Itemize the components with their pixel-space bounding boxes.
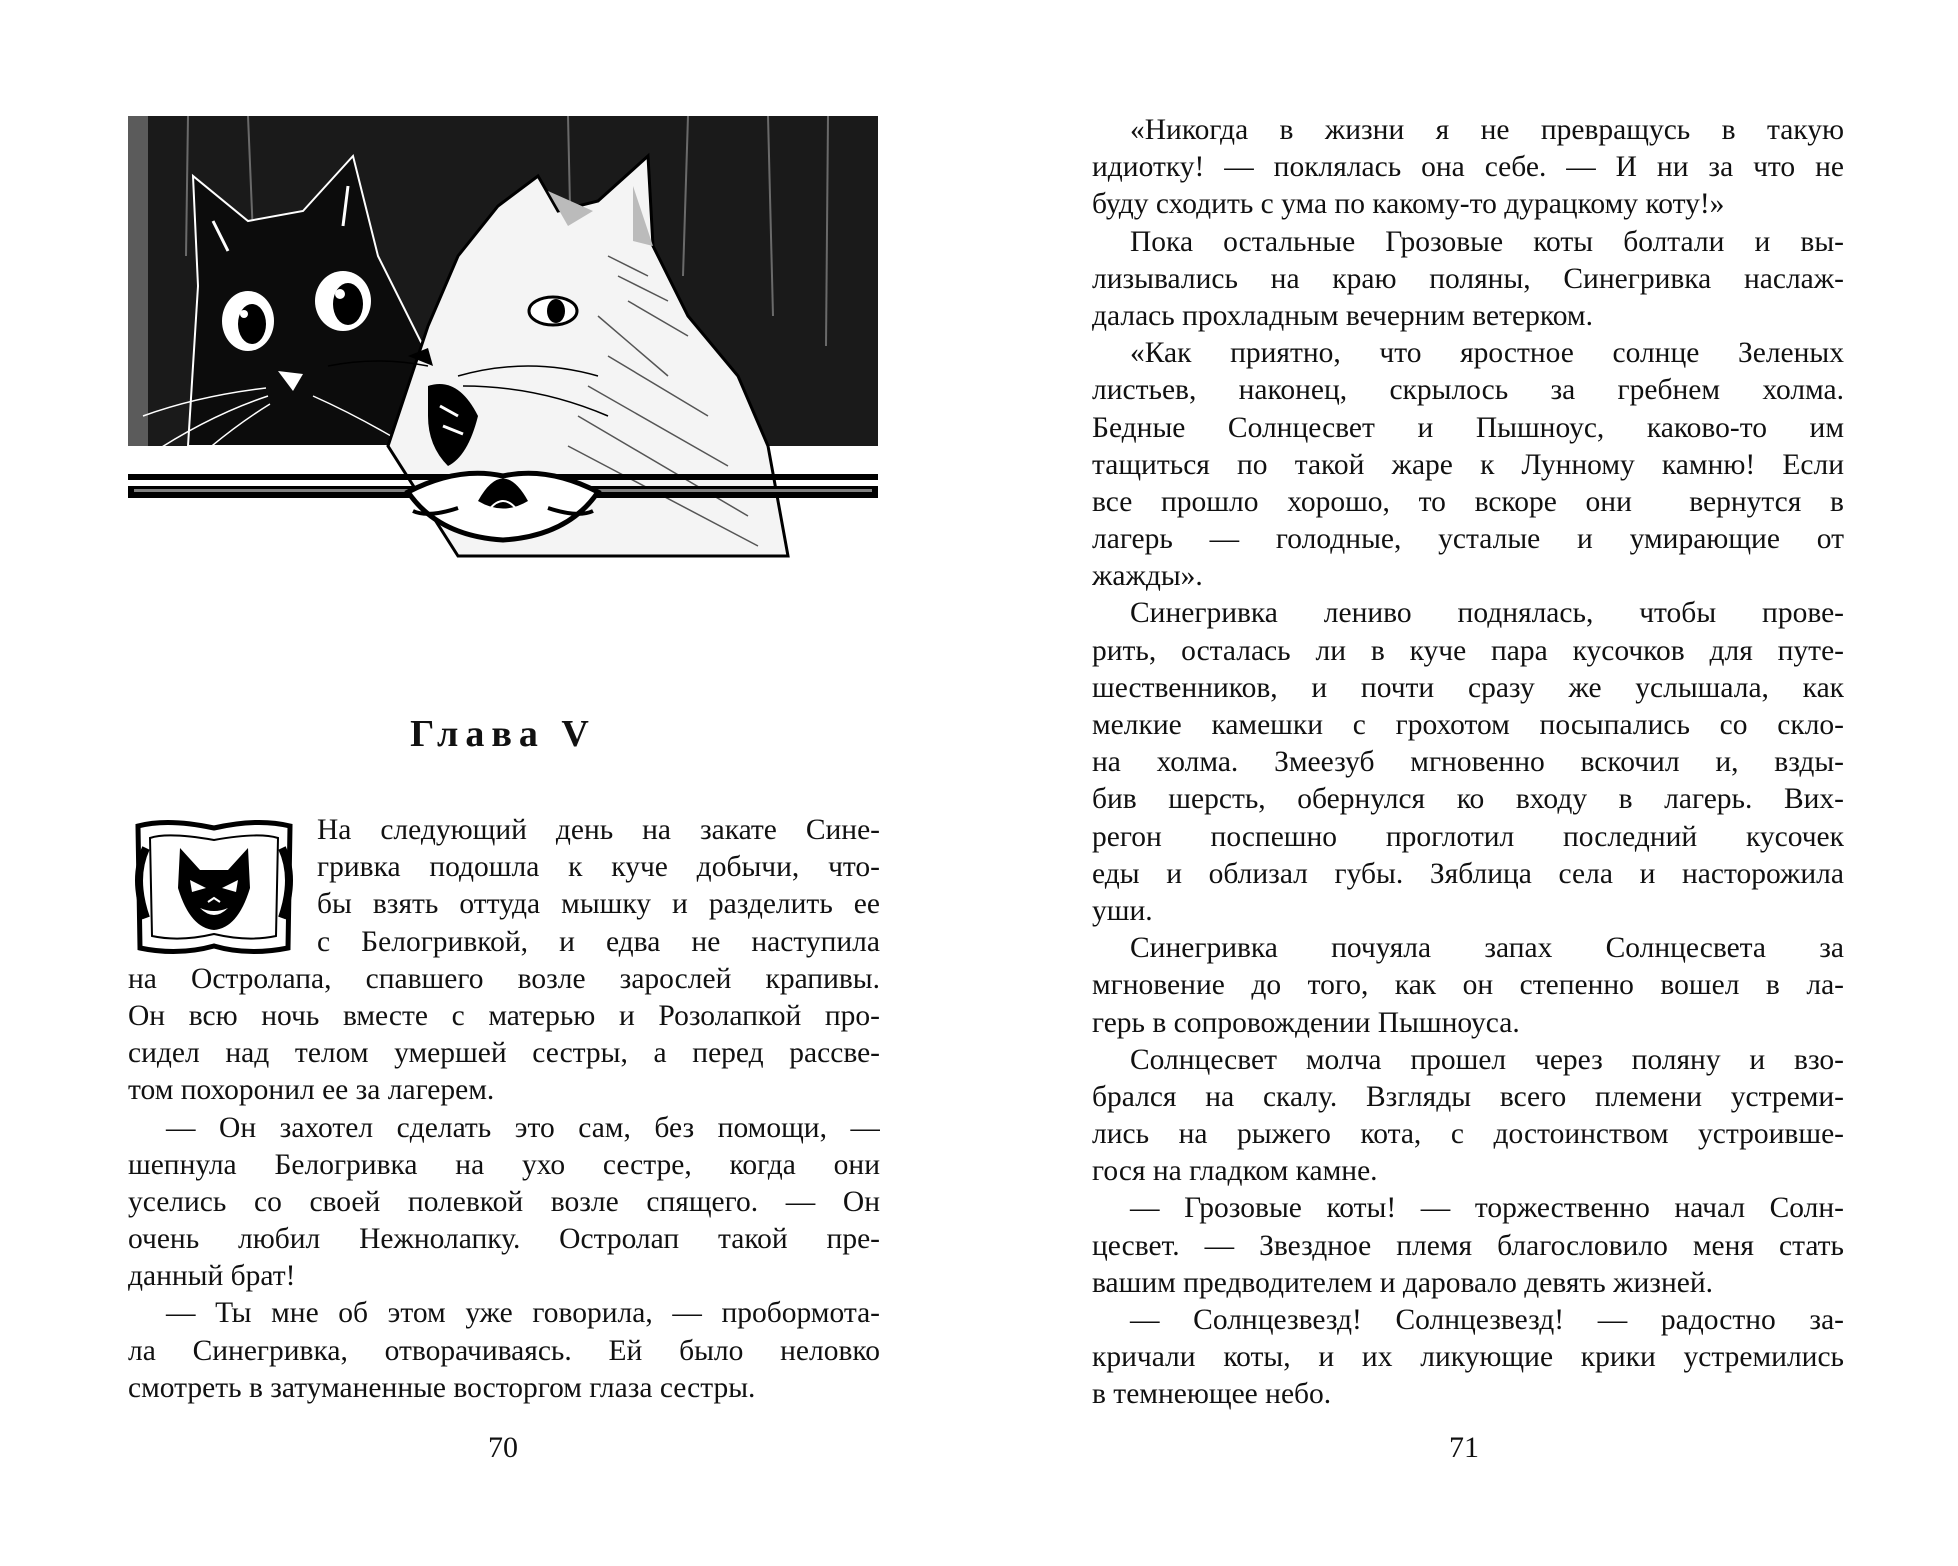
text-line: «Как приятно, что яростное солнце Зеленых [1130, 337, 1844, 370]
text-line: на Остролапа, спавшего возле зарослей крапивы. [128, 962, 880, 995]
text-line: гося на гладком камне. [1092, 1155, 1378, 1188]
text-line: регон поспешно проглотил последний кусочек [1092, 820, 1844, 853]
text-line: мгновение до того, как он степенно вошел в ла- [1092, 969, 1844, 1002]
text-line: листьев, наконец, скрылось за гребнем холма. [1092, 374, 1844, 407]
text-line: Синегривка лениво поднялась, чтобы прове- [1130, 597, 1844, 630]
text-line: лись на рыжего кота, с достоинством устроивше- [1092, 1118, 1844, 1151]
text-line: смотреть в затуманенные восторгом глаза сестры. [128, 1371, 756, 1404]
text-line: бы взять оттуда мышку и разделить ее [317, 888, 880, 921]
text-line: еды и облизал губы. Зяблица села и насторожила [1092, 857, 1844, 890]
text-line: шепнула Белогривка на ухо сестре, когда они [128, 1148, 880, 1181]
text-line: Солнцесвет молча прошел через поляну и взо- [1130, 1043, 1844, 1076]
text-line: гривка подошла к куче добычи, что- [317, 851, 880, 884]
text-line: очень любил Нежнолапку. Остролап такой пре- [128, 1223, 880, 1256]
text-line: бив шерсть, обернулся ко входу в лагерь. Вих- [1092, 783, 1844, 816]
text-line: кричали коты, и их ликующие крики устремились [1092, 1341, 1844, 1374]
text-line: все прошло хорошо, то вскоре они вернутся в [1092, 485, 1844, 518]
text-line: данный брат! [128, 1260, 296, 1293]
text-line: цесвет. — Звездное племя благословило меня стать [1092, 1229, 1844, 1262]
text-line: брался на скалу. Взгляды всего племени устреми- [1092, 1080, 1844, 1113]
text-line: уши. [1092, 894, 1153, 927]
right-page-text [1092, 112, 1844, 1414]
text-line: мелкие камешки с грохотом посыпались со скло- [1092, 709, 1844, 741]
chapter-illustration [128, 116, 878, 578]
text-line: — Ты мне об этом уже говорила, — пробормота- [166, 1297, 880, 1330]
text-line: далась прохладным вечерним ветерком. [1092, 299, 1593, 332]
text-line: Синегривка почуяла запах Солнцесвета за [1130, 932, 1844, 965]
text-line: — Он захотел сделать это сам, без помощи, — [166, 1111, 880, 1144]
text-line: сидел над телом умершей сестры, а перед рассве- [128, 1037, 880, 1070]
chapter-title: Глава V [410, 713, 596, 755]
text-line: буду сходить с ума по какому-то дурацкому коту!» [1092, 188, 1725, 221]
text-line: Пока остальные Грозовые коты болтали и вы- [1130, 225, 1844, 258]
text-line: уселись со своей полевкой возле спящего. — Он [128, 1185, 880, 1218]
left-page-text [128, 812, 880, 1407]
text-line: жажды». [1092, 560, 1203, 593]
text-line: рить, осталась ли в куче пара кусочков для путе- [1092, 634, 1844, 667]
text-line: «Никогда в жизни я не превращусь в такую [1130, 114, 1844, 146]
text-line: — Грозовые коты! — торжественно начал Солн- [1130, 1192, 1844, 1225]
text-line: в темнеющее небо. [1092, 1378, 1332, 1411]
text-line: Бедные Солнцесвет и Пышноус, каково-то им [1092, 411, 1844, 444]
text-line: лагерь — голодные, усталые и умирающие от [1092, 523, 1844, 556]
text-line: герь в сопровождении Пышноуса. [1092, 1006, 1520, 1039]
text-line: На следующий день на закате Сине- [317, 814, 880, 846]
text-line: тащиться по такой жаре к Лунному камню! Если [1092, 448, 1844, 481]
text-line: том похоронил ее за лагерем. [128, 1074, 495, 1107]
text-line: идиотку! — поклялась она себе. — И ни за что не [1092, 151, 1844, 184]
text-line: на холма. Змеезуб мгновенно вскочил и, взды- [1092, 746, 1844, 779]
text-line: вашим предводителем и даровало девять жизней. [1092, 1266, 1713, 1299]
text-line: с Белогривкой, и едва не наступила [317, 925, 880, 958]
page-number-left: 70 [488, 1431, 518, 1464]
text-line: ла Синегривка, отворачиваясь. Ей было неловко [128, 1334, 880, 1367]
text-line: шественников, и почти сразу же услышала, как [1092, 671, 1844, 704]
page-number-right: 71 [1449, 1431, 1479, 1464]
text-line: — Солнцезвезд! Солнцезвезд! — радостно за- [1130, 1304, 1844, 1336]
text-line: Он всю ночь вместе с матерью и Розолапкой про- [128, 999, 880, 1032]
text-line: лизывались на краю поляны, Синегривка наслаж- [1092, 262, 1844, 295]
